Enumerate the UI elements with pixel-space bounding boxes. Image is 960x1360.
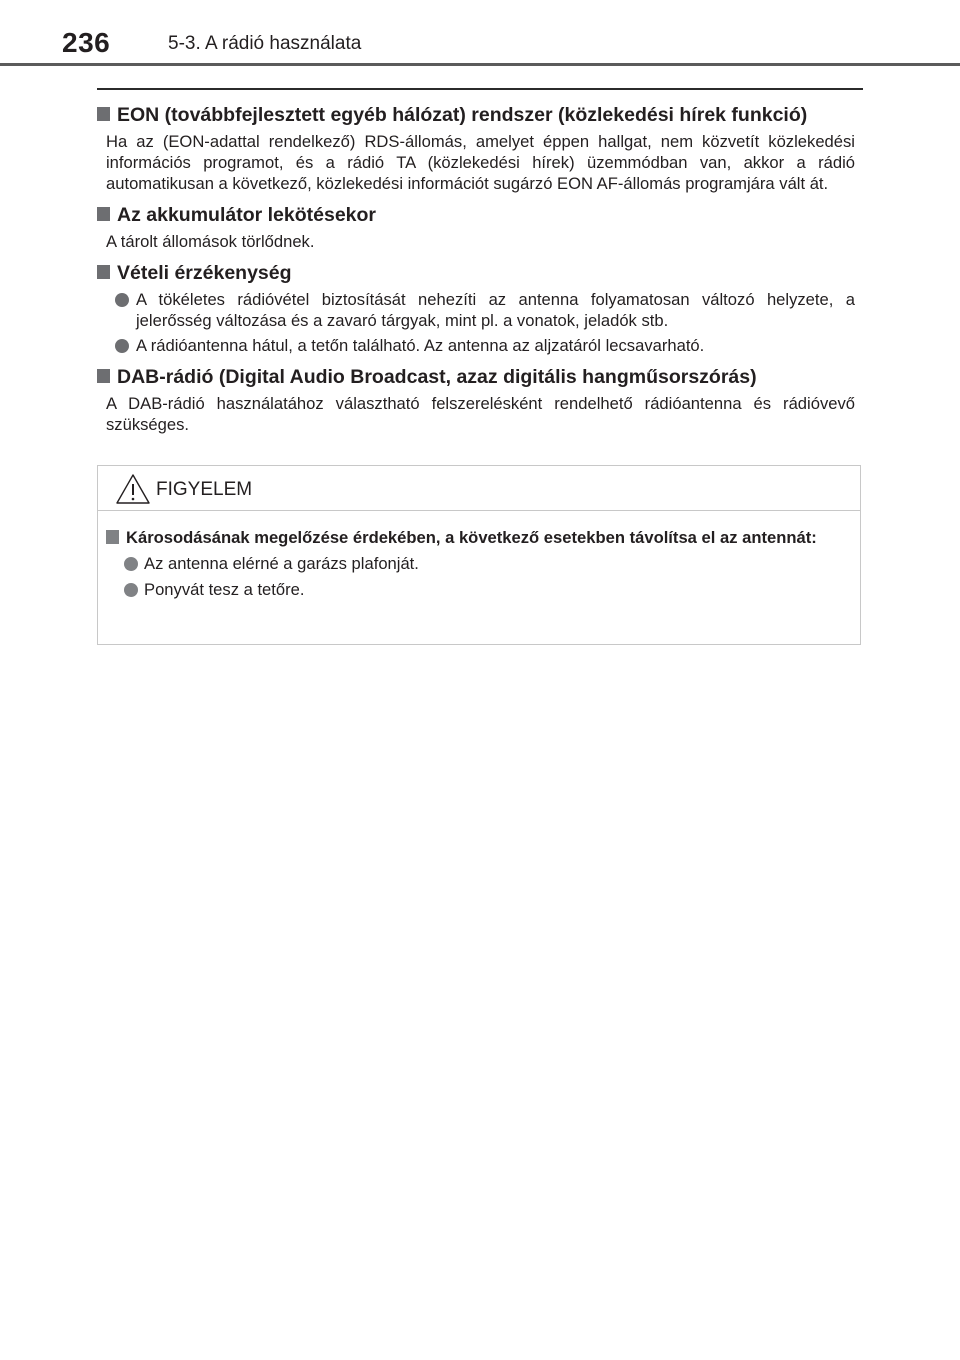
section-heading-text: DAB-rádió (Digital Audio Broadcast, azaz digitális hangműsorszórás): [117, 366, 757, 388]
list-item: [106, 579, 852, 600]
warning-header: [98, 466, 860, 511]
list-item: [106, 289, 855, 331]
circle-bullet-icon: [115, 293, 129, 307]
section-heading-text: Az akkumulátor lekötésekor: [117, 204, 377, 226]
warning-body: [98, 511, 860, 600]
chapter-title: 5-3. A rádió használata: [168, 33, 362, 54]
warning-title: FIGYELEM: [156, 479, 253, 500]
section-paragraph-battery: A tárolt állomások törlődnek.: [106, 232, 315, 251]
square-bullet-icon: [106, 530, 119, 544]
page-header: [0, 0, 960, 70]
square-bullet-icon: [97, 107, 110, 121]
content-top-divider: [97, 88, 863, 90]
square-bullet-icon: [97, 369, 110, 383]
section-paragraph-dab: A DAB-rádió használatához választható felszerelésként rendelhető rádióantenna és rádióvevő szükséges.: [106, 394, 855, 434]
warning-heading-text: Károsodásának megelőzése érdekében, a következő esetekben távolítsa el az antennát:: [126, 528, 817, 547]
section-heading-battery: [97, 203, 863, 227]
section-heading-dab: [97, 365, 863, 389]
warning-heading: [106, 527, 852, 548]
main-content: [97, 95, 863, 435]
list-item-text: A tökéletes rádióvétel biztosítását nehezíti az antenna folyamatosan változó helyzete, a jelerősség változása és a zavaró tárgyak, mint pl. a vonatok, jeladók stb.: [136, 290, 855, 330]
list-item: [106, 335, 855, 356]
list-item-text: Az antenna elérné a garázs plafonját.: [144, 554, 419, 573]
section-heading-reception: [97, 261, 863, 285]
square-bullet-icon: [97, 265, 110, 279]
square-bullet-icon: [97, 207, 110, 221]
section-heading-eon: [97, 103, 863, 127]
circle-bullet-icon: [115, 339, 129, 353]
section-paragraph-eon: Ha az (EON-adattal rendelkező) RDS-állomás, amelyet éppen hallgat, nem közvetít közlekedési információs programot, és a rádió TA (közlekedési hírek) üzemmódban van, akkor a rádió automatikusan a következő, közlekedési információt sugárzó EON AF-állomás programjára vált át.: [106, 132, 855, 193]
list-item-text: A rádióantenna hátul, a tetőn található. Az antenna az aljzatáról lecsavarható.: [136, 336, 705, 355]
circle-bullet-icon: [124, 583, 138, 597]
circle-bullet-icon: [124, 557, 138, 571]
header-divider: [0, 63, 960, 66]
section-heading-text: EON (továbbfejlesztett egyéb hálózat) rendszer (közlekedési hírek funkció): [117, 104, 808, 126]
warning-triangle-icon: [115, 473, 151, 505]
list-item-text: Ponyvát tesz a tetőre.: [144, 580, 305, 599]
list-item: [106, 553, 852, 574]
warning-box: [97, 465, 861, 645]
page-number: 236: [62, 27, 111, 58]
section-heading-text: Vételi érzékenység: [117, 262, 292, 284]
